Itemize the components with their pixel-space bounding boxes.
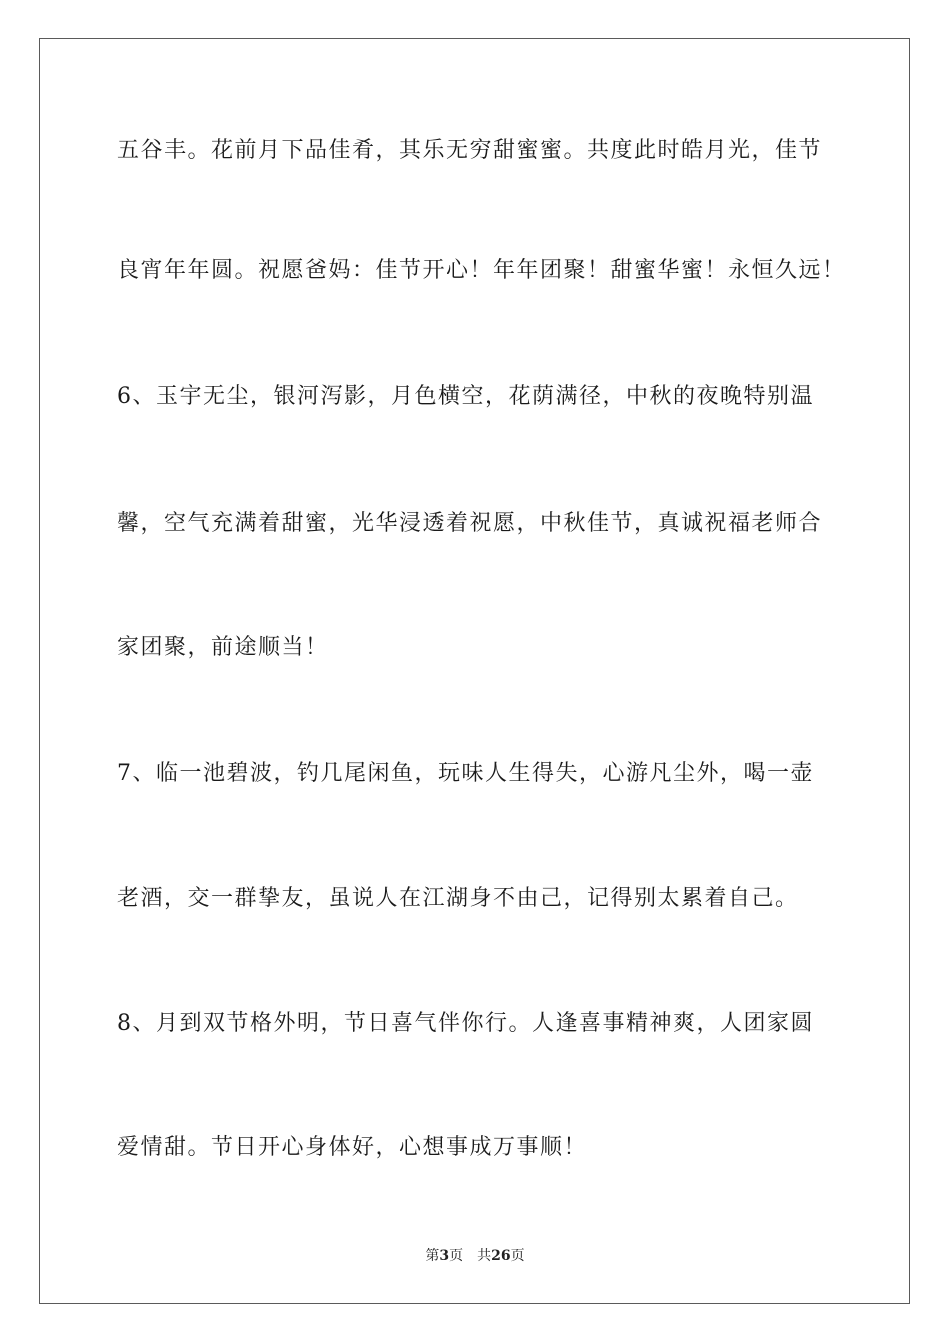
page-suffix: 页 [449, 1248, 464, 1264]
page-number: 3 [439, 1248, 450, 1264]
total-suffix: 页 [510, 1248, 525, 1264]
page-footer [0, 1247, 950, 1265]
text-line-4: 馨，空气充满着甜蜜，光华浸透着祝愿，中秋佳节，真诚祝福老师合 [117, 511, 823, 536]
text-line-8: 8、月到双节格外明，节日喜气伴你行。人逢喜事精神爽，人团家圆 [117, 1011, 814, 1036]
total-prefix: 共 [477, 1248, 492, 1264]
text-line-6: 7、临一池碧波，钓几尾闲鱼，玩味人生得失，心游凡尘外，喝一壶 [117, 761, 814, 786]
page-border [39, 38, 910, 1304]
text-line-5: 家团聚，前途顺当！ [117, 635, 329, 660]
text-line-2: 良宵年年圆。祝愿爸妈：佳节开心！年年团聚！甜蜜华蜜！永恒久远！ [117, 258, 846, 283]
text-line-1: 五谷丰。花前月下品佳肴，其乐无穷甜蜜蜜。共度此时皓月光，佳节 [117, 138, 823, 163]
total-pages: 26 [491, 1248, 511, 1264]
text-line-7: 老酒，交一群挚友，虽说人在江湖身不由己，记得别太累着自己。 [117, 886, 799, 911]
page-prefix: 第 [425, 1248, 440, 1264]
text-line-3: 6、玉宇无尘，银河泻影，月色横空，花荫满径，中秋的夜晚特别温 [117, 384, 814, 409]
text-line-9: 爱情甜。节日开心身体好，心想事成万事顺！ [117, 1135, 588, 1160]
